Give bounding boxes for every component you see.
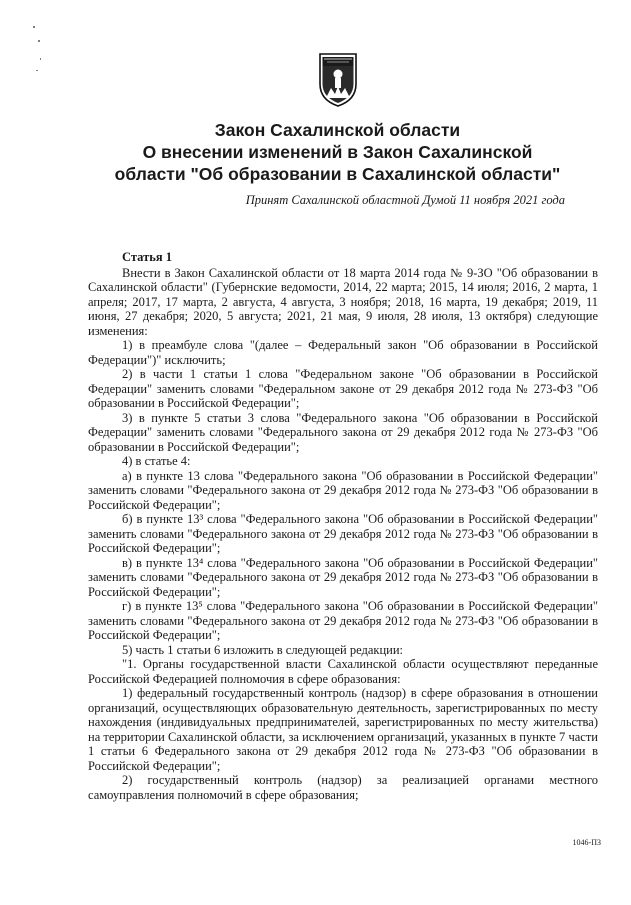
paragraph: а) в пункте 13 слова "Федерального закона "Об образовании в Российской Федерации" заменить словами "Федерального закона от 29 декабря 2012 года № 273-ФЗ "Об образовании в Российской Федерации";: [88, 468, 598, 512]
paragraph: б) в пункте 13³ слова "Федерального закона "Об образовании в Российской Федерации" заменить словами "Федерального закона от 29 декабря 2012 года № 273-ФЗ "Об образовании в Российской Федерации";: [88, 512, 598, 555]
scan-artifact: [40, 58, 41, 60]
paragraph: 2) в части 1 статьи 1 слова "Федеральном законе "Об образовании в Российской Федерации" заменить словами "Федеральном законе от 29 декабря 2012 года № 273-ФЗ "Об образовании в Российской Федерации";: [88, 367, 598, 410]
paragraph: Внести в Закон Сахалинской области от 18 марта 2014 года № 9-ЗО "Об образовании в Сахалинской области" (Губернские ведомости, 2014, 22 марта; 2015, 14 июля; 2016, 2 марта, 1 апреля; 2017, 17 марта, 2 августа, 4 августа, 3 ноября; 2018, 16 марта, 19 декабря; 2019, 11 июня, 27 декабря; 2020, 5 августа; 2021, 21 мая, 9 июля, 28 июля, 13 октября) следующие изменения:: [88, 265, 598, 338]
paragraph: г) в пункте 13⁵ слова "Федерального закона "Об образовании в Российской Федерации" заменить словами "Федерального закона от 29 декабря 2012 года № 273-ФЗ "Об образовании в Российской Федерации";: [88, 599, 598, 642]
paragraph: 3) в пункте 5 статьи 3 слова "Федерального закона "Об образовании в Российской Федерации" заменить словами "Федерального закона от 29 декабря 2012 года № 273-ФЗ "Об образовании в Российской Федерации";: [88, 410, 598, 454]
paragraph: в) в пункте 13⁴ слова "Федерального закона "Об образовании в Российской Федерации" заменить словами "Федерального закона от 29 декабря 2012 года № 273-ФЗ "Об образовании в Российской Федерации";: [88, 555, 598, 599]
paragraph: 5) часть 1 статьи 6 изложить в следующей редакции:: [122, 642, 404, 657]
law-title-line-3: области "Об образовании в Сахалинской области": [114, 164, 561, 184]
scan-artifact: [36, 70, 38, 71]
law-title-line-2: О внесении изменений в Закон Сахалинской: [142, 142, 533, 162]
paragraph: 2) государственный контроль (надзор) за реализацией органами местного самоуправления полномочий в сфере образования;: [88, 773, 598, 802]
paragraph: "1. Органы государственной власти Сахалинской области осуществляют переданные Российской Федерацией полномочия в сфере образования:: [88, 657, 598, 686]
paragraph: 1) федеральный государственный контроль (надзор) в сфере образования в отношении организаций, осуществляющих образовательную деятельность, зарегистрированных по месту нахождения (индивидуальных предпринимателей, зарегистрированных по месту жительства) на территории Сахалинской области, за исключением организаций, указанных в пункте 7 части 1 статьи 6 Федерального закона от 29 декабря 2012 года № 273-ФЗ "Об образовании в Российской Федерации";: [88, 686, 598, 773]
paragraph: 1) в преамбуле слова "(далее – Федеральный закон "Об образовании в Российской Федерации")" исключить;: [88, 338, 598, 367]
adoption-note: Принят Сахалинской областной Думой 11 ноября 2021 года: [245, 193, 565, 207]
paragraph: 4) в статье 4:: [122, 454, 191, 468]
scan-artifact: [33, 26, 35, 28]
article-heading: Статья 1: [122, 250, 172, 264]
scan-artifact: [38, 40, 40, 42]
law-body: [88, 250, 598, 802]
sakhalin-coat-of-arms-icon: [318, 50, 358, 108]
law-title-line-1: Закон Сахалинской области: [214, 120, 461, 140]
document-code: 1046-ПЗ: [572, 838, 601, 847]
